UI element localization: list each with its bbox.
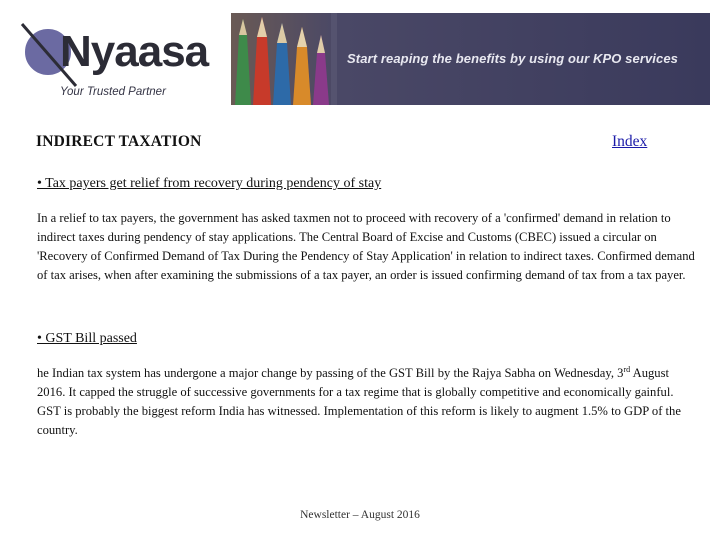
newsletter-footer: Newsletter – August 2016 [300,509,420,521]
article-body-part: August 2016. It capped the struggle of successive governments for a tax regime that is globally competitive and economically gainful. GST is probably the biggest reform India has witnessed. Implementation of this reform is likely to augment 1.5% to GDP of the country. [37,366,681,437]
header-banner [231,13,710,105]
banner-slogan: Start reaping the benefits by using our KPO services [347,51,679,66]
logo-tagline: Your Trusted Partner [60,86,166,98]
page-title: INDIRECT TAXATION [36,133,202,150]
article-body: In a relief to tax payers, the government has asked taxmen not to proceed with recovery of a 'confirmed' demand in relation to indirect taxes during pendency of stay applications. The Central Board of Excise and Customs (CBEC) issued a circular on 'Recovery of Confirmed Demand of Tax During the Pendency of Stay Application' in relation to indirect taxes. Confirmed demand of tax arises, when after examining the submissions of a tax payer, an order is issued confirming demand of tax from a tax payer. [37,211,695,282]
article-headline: • Tax payers get relief from recovery during pendency of stay [37,176,382,191]
ordinal-suffix: rd [623,364,631,374]
index-link[interactable]: Index [612,133,648,150]
article-body [37,364,697,440]
article-headline: • GST Bill passed [37,331,137,346]
logo-wordmark: Nyaasa [60,27,209,76]
company-logo [14,12,214,104]
article-body-part: he Indian tax system has undergone a major change by passing of the GST Bill by the Rajya Sabha on Wednesday, 3 [37,366,624,380]
